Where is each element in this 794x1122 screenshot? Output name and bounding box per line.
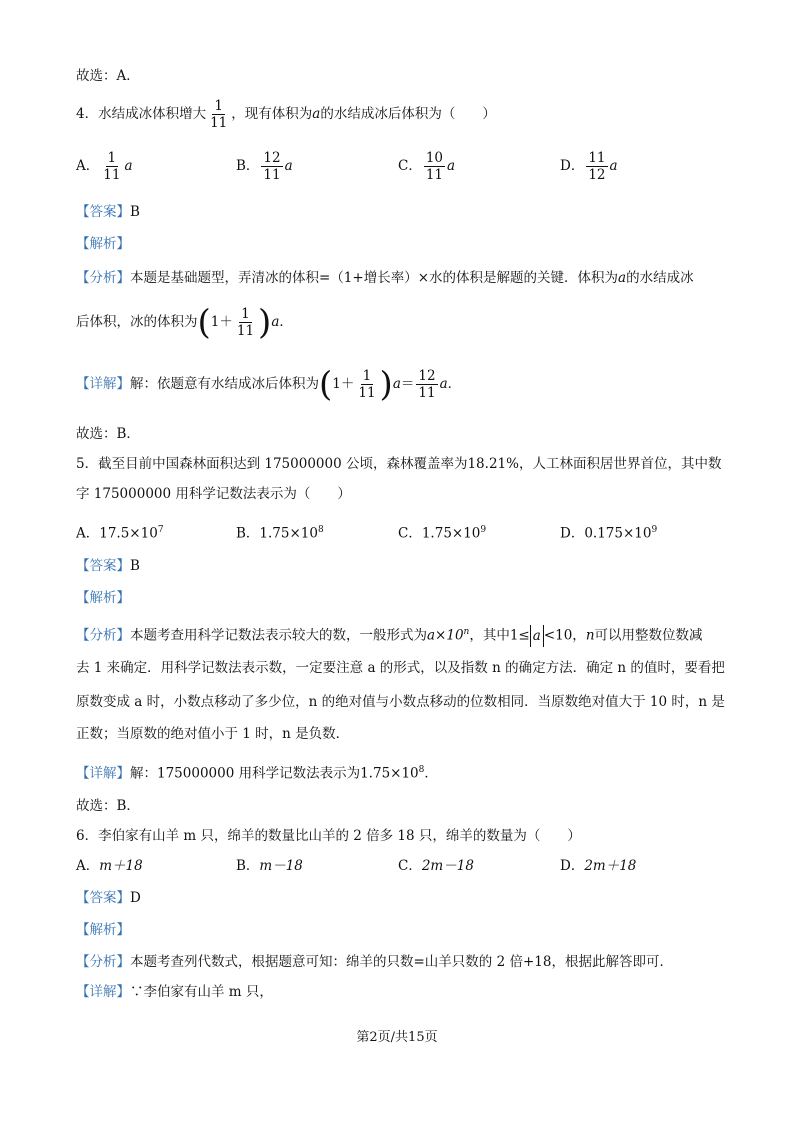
q4-fenxi-line1 <box>76 268 694 288</box>
fenxi-text-b: ，其中1≤ <box>469 627 530 644</box>
xiangjie-text: 解：依题意有水结成冰后体积为 <box>130 376 319 392</box>
option-base: 17.5×10 <box>99 525 158 542</box>
frac-num: 11 <box>588 150 606 166</box>
q4-suffix: 的水结成冰后体积为（ ） <box>320 106 496 122</box>
result-fraction <box>416 368 437 401</box>
q4-answer <box>76 202 140 222</box>
frac-num: 1 <box>362 368 372 384</box>
page-footer: 第2页/共15页 <box>356 1030 438 1045</box>
q5-fenxi-line4: 正数；当原数的绝对值小于 1 时，n 是负数． <box>76 726 350 742</box>
question-6-stem: 6．李伯家有山羊 m 只，绵羊的数量比山羊的 2 倍多 18 只，绵羊的数量为（ ） <box>76 828 581 844</box>
option-label: D． <box>560 858 585 874</box>
option-label: C． <box>398 158 422 174</box>
q4-prefix: 4．水结成冰体积增大 <box>76 106 207 122</box>
option-expr: 2m－18 <box>421 858 474 874</box>
q4-mid: ，现有体积为 <box>231 106 313 122</box>
q6-xiangjie <box>76 982 273 1002</box>
q4-fenxi-line2 <box>76 302 293 342</box>
fenxi-tag: 【分析】 <box>76 627 130 644</box>
option-label: B． <box>236 525 260 542</box>
fenxi-text: 本题是基础题型，弄清冰的体积=（1+增长率）×水的体积是解题的关键．体积为 <box>130 270 619 286</box>
q5-option-b <box>236 520 324 544</box>
sci-form: a×10 <box>427 627 464 644</box>
frac-num: 12 <box>263 150 281 166</box>
option-fraction <box>261 150 282 183</box>
q5-choose: 故选：B． <box>76 798 140 814</box>
option-var: a <box>124 158 133 174</box>
option-label: A． <box>76 158 100 174</box>
option-exp: 7 <box>157 525 164 535</box>
analysis-tag: 【解析】 <box>76 922 130 938</box>
option-fraction <box>424 150 445 183</box>
fenxi-text: 本题考查列代数式，根据题意可知：绵羊的只数=山羊只数的 2 倍+18，根据此解答即可． <box>130 954 673 970</box>
q6-fenxi <box>76 952 673 972</box>
q4-choose: 故选：B． <box>76 426 140 442</box>
q4-option-c <box>398 150 455 183</box>
option-base: 0.175×10 <box>584 525 652 542</box>
question-5-stem-line1: 5．截至目前中国森林面积达到 175000000 公顷，森林覆盖率为18.21%，人工林面积居世界首位，其中数 <box>76 456 722 472</box>
left-paren: ( <box>197 302 211 343</box>
q6-option-c <box>398 856 474 876</box>
choose-line: 故选：A． <box>76 68 140 84</box>
xiangjie-end: ． <box>424 765 438 782</box>
option-exp: 9 <box>651 525 658 535</box>
frac-den: 11 <box>425 167 444 183</box>
xiangjie-tag: 【详解】 <box>76 376 130 392</box>
q6-analysis-tag <box>76 920 130 940</box>
frac-den: 11 <box>263 167 281 183</box>
result-var-a: a <box>439 376 448 392</box>
answer-tag: 【答案】 <box>76 558 130 574</box>
analysis-tag: 【解析】 <box>76 236 130 252</box>
answer-value: D <box>130 890 141 906</box>
answer-value: B <box>130 558 140 574</box>
option-var: a <box>284 158 293 174</box>
q5-xiangjie <box>76 760 438 784</box>
xiangjie-var-a: a <box>392 376 401 392</box>
q6-option-b <box>236 856 303 876</box>
abs-var: a <box>532 627 541 644</box>
q4-frac-den: 11 <box>210 115 228 131</box>
xiangjie-fraction <box>356 368 377 401</box>
question-4-stem <box>76 98 496 131</box>
option-label: A． <box>76 525 100 542</box>
xiangjie-exp: 8 <box>418 765 425 775</box>
q6-answer <box>76 888 141 908</box>
q5-answer <box>76 556 140 576</box>
xiangjie-tag: 【详解】 <box>76 984 130 1000</box>
q4-option-d <box>560 150 618 183</box>
right-paren: ) <box>379 364 393 405</box>
q5-analysis-tag <box>76 588 130 608</box>
option-fraction <box>101 150 122 183</box>
fenxi-text-d: 可以用整数位数减 <box>594 627 703 644</box>
option-label: B． <box>236 158 260 174</box>
frac-num: 1 <box>241 306 250 322</box>
q6-option-a <box>76 856 143 876</box>
option-label: D． <box>560 525 585 542</box>
q4-var: a <box>312 106 321 122</box>
analysis-tag: 【解析】 <box>76 590 130 606</box>
one-plus: 1＋ <box>332 376 355 392</box>
option-label: C． <box>398 525 422 542</box>
q6-option-d <box>560 856 636 876</box>
option-expr: 2m＋18 <box>584 858 637 874</box>
right-paren: ) <box>258 302 272 343</box>
fenxi-end: ． <box>279 314 293 330</box>
fenxi-fraction <box>235 306 256 339</box>
frac-num: 12 <box>418 368 436 384</box>
frac-den: 11 <box>358 385 376 401</box>
fenxi-n: n <box>585 627 595 644</box>
xiangjie-tag: 【详解】 <box>76 765 130 782</box>
fenxi-tag: 【分析】 <box>76 954 130 970</box>
option-var: a <box>447 158 456 174</box>
frac-den: 11 <box>418 385 436 401</box>
equals: ＝ <box>400 376 415 392</box>
sci-exp: n <box>463 627 470 637</box>
q4-frac-num: 1 <box>214 98 223 114</box>
fenxi-line2-text: 后体积，冰的体积为 <box>76 314 198 330</box>
option-exp: 8 <box>317 525 324 535</box>
answer-value: B <box>130 204 140 220</box>
q5-fenxi-line3: 原数变成 a 时，小数点移动了多少位，n 的绝对值与小数点移动的位数相同．当原数绝对值大于 10 时，n 是 <box>76 694 725 710</box>
option-fraction <box>586 150 607 183</box>
option-expr: m－18 <box>259 858 303 874</box>
q5-option-d <box>560 520 657 544</box>
q5-option-c <box>398 520 486 544</box>
fenxi-text-2: 的水结成冰 <box>626 270 694 286</box>
question-5-stem-line2: 字 175000000 用科学记数法表示为（ ） <box>76 486 351 502</box>
q4-xiangjie <box>76 364 461 404</box>
option-label: B． <box>236 858 260 874</box>
option-label: C． <box>398 858 422 874</box>
q4-option-a <box>76 150 133 183</box>
frac-den: 12 <box>588 167 606 183</box>
option-label: A． <box>76 858 100 874</box>
xiangjie-text: 解：175000000 用科学记数法表示为 <box>130 765 361 782</box>
xiangjie-text: ∵李伯家有山羊 m 只， <box>130 984 273 1000</box>
one-plus: 1＋ <box>210 314 233 330</box>
q4-fraction <box>208 98 229 131</box>
q5-option-a <box>76 520 164 544</box>
xiangjie-end: ． <box>447 376 462 392</box>
xiangjie-base: 1.75×10 <box>360 765 419 782</box>
answer-tag: 【答案】 <box>76 204 130 220</box>
abs-a <box>530 625 544 647</box>
fenxi-text-c: <10， <box>543 627 586 644</box>
q4-option-b <box>236 150 293 183</box>
option-var: a <box>609 158 618 174</box>
fenxi-var-a: a <box>271 314 280 330</box>
answer-tag: 【答案】 <box>76 890 130 906</box>
option-base: 1.75×10 <box>259 525 318 542</box>
fenxi-var: a <box>618 270 627 286</box>
q5-fenxi-line1 <box>76 622 703 647</box>
left-paren: ( <box>319 364 333 405</box>
q4-analysis-tag <box>76 234 130 254</box>
fenxi-text: 本题考查用科学记数法表示较大的数，一般形式为 <box>130 627 427 644</box>
option-exp: 9 <box>480 525 487 535</box>
option-expr: m＋18 <box>99 858 143 874</box>
fenxi-tag: 【分析】 <box>76 270 130 286</box>
frac-den: 11 <box>236 323 255 339</box>
frac-den: 11 <box>103 167 121 183</box>
q5-fenxi-line2: 去 1 来确定．用科学记数法表示数，一定要注意 a 的形式，以及指数 n 的确定方法．确定 n 的值时，要看把 <box>76 660 725 676</box>
option-label: D． <box>560 158 585 174</box>
frac-num: 10 <box>425 150 444 166</box>
frac-num: 1 <box>107 150 117 166</box>
option-base: 1.75×10 <box>421 525 481 542</box>
